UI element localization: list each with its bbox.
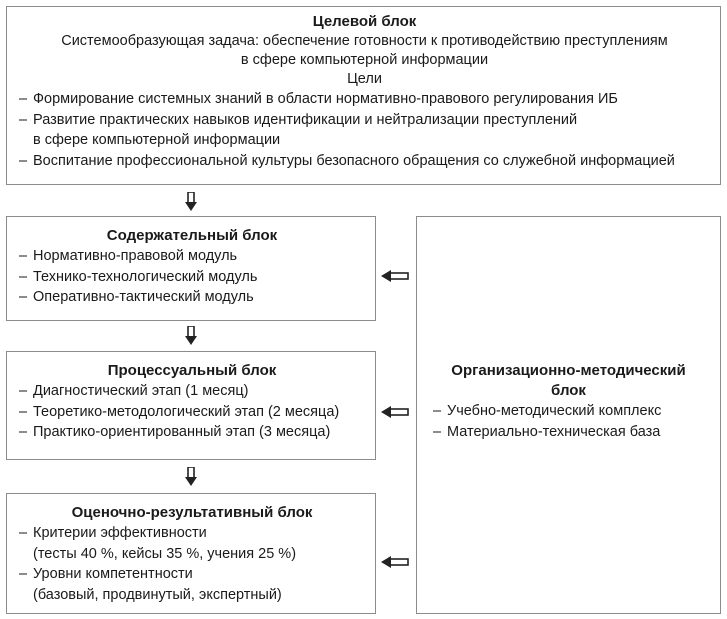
system-task-line-1: Системообразующая задача: обеспечение готовности к противодействию преступлениям (61, 33, 668, 49)
content-item-2: – Технико-технологический модуль (19, 268, 258, 285)
content-block-title: Содержательный блок (106, 227, 278, 244)
evaluation-item-2: – Уровни компетентности (19, 566, 193, 582)
content-item-3: – Оперативно-тактический модуль (19, 289, 254, 305)
goal-item-1: – Формирование системных знаний в области нормативно-правового регулирования ИБ (19, 91, 618, 107)
target-block (6, 6, 721, 185)
org-methodical-block (416, 216, 721, 614)
process-block (6, 351, 376, 460)
goals-label: Цели (347, 71, 382, 87)
evaluation-item-2-detail: (базовый, продвинутый, экспертный) (33, 586, 282, 603)
process-item-2: – Теоретико-методологический этап (2 месяца) (19, 403, 340, 420)
down-arrow-icon (185, 467, 197, 487)
left-arrow-icon (381, 556, 409, 568)
left-arrow-icon (381, 270, 409, 282)
org-block-title: Организационно-методический блок (451, 362, 686, 399)
evaluation-block-title: Оценочно-результативный блок (71, 504, 313, 521)
target-block-title: Целевой блок (312, 13, 417, 30)
org-item-2: – Материально-техническая база (433, 423, 661, 440)
goal-item-2-continuation: в сфере компьютерной информации (33, 132, 281, 148)
org-item-1: – Учебно-методический комплекс (433, 403, 662, 419)
goal-item-3: – Воспитание профессиональной культуры безопасного обращения со служебной информацией (19, 152, 675, 169)
process-item-1: – Диагностический этап (1 месяц) (19, 383, 249, 399)
evaluation-block (6, 493, 376, 614)
down-arrow-icon (185, 326, 197, 346)
content-item-1: – Нормативно-правовой модуль (19, 248, 238, 264)
process-block-title: Процессуальный блок (107, 362, 277, 379)
content-block (6, 216, 376, 321)
evaluation-item-1: – Критерии эффективности (19, 525, 207, 541)
evaluation-item-1-detail: (тесты 40 %, кейсы 35 %, учения 25 %) (33, 545, 297, 562)
system-task-line-2: в сфере компьютерной информации (240, 52, 489, 68)
goal-item-2: – Развитие практических навыков идентификации и нейтрализации преступлений (19, 111, 578, 128)
down-arrow-icon (185, 192, 197, 212)
process-item-3: – Практико-ориентированный этап (3 месяца) (19, 424, 331, 440)
left-arrow-icon (381, 406, 409, 418)
